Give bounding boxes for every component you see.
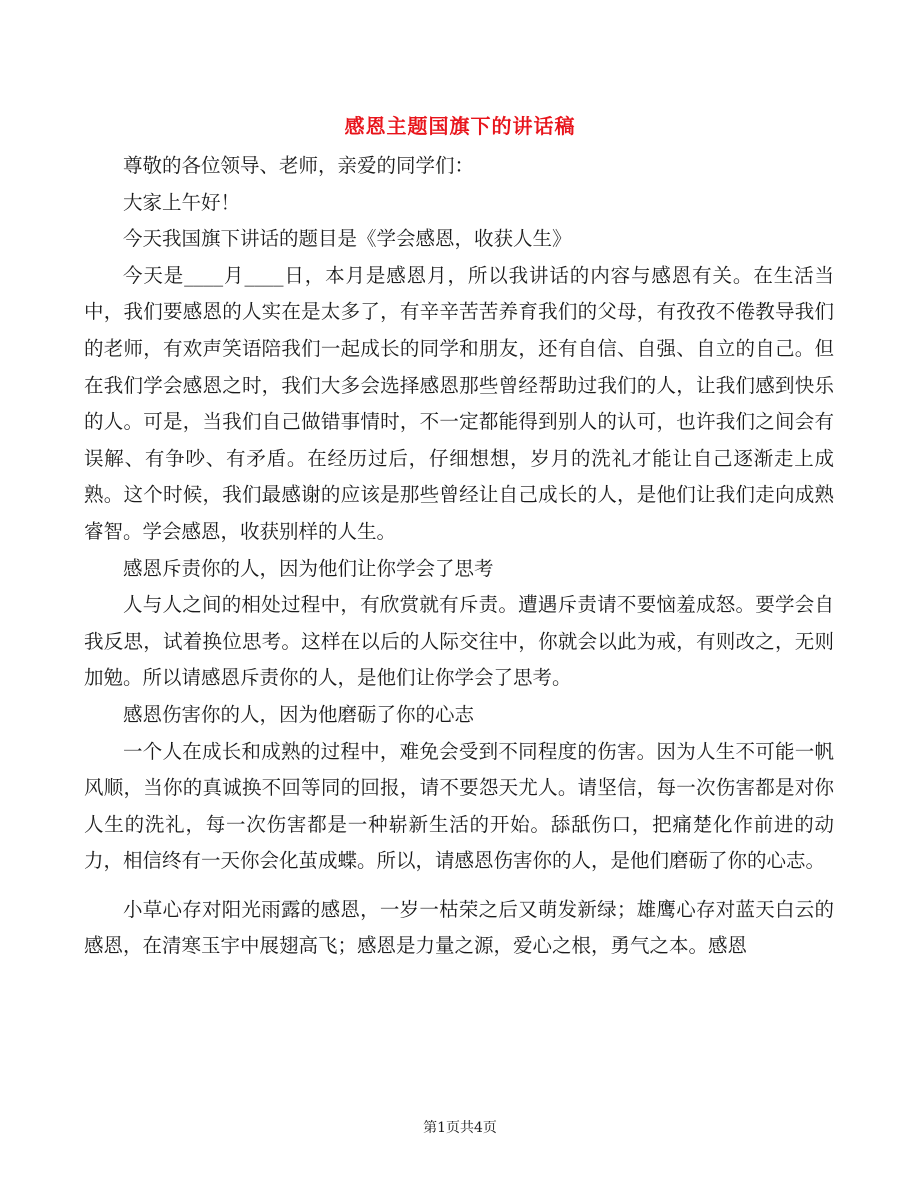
greeting: 大家上午好！: [123, 190, 241, 214]
speech-topic: 今天我国旗下讲话的题目是《学会感恩，收获人生》: [123, 227, 572, 251]
page-indicator: 第1页共4页: [423, 1120, 497, 1136]
section-heading: 感恩斥责你的人，因为他们让你学会了思考: [123, 556, 494, 580]
body-paragraph: 一个人在成长和成熟的过程中，难免会受到不同程度的伤害。因为人生不可能一帆风顺，当你的真诚换不回等同的回报，请不要怨天尤人。请坚信，每一次伤害都是对你人生的洗礼，每一次伤害都是一种崭新生活的开始。舔舐伤口，把痛楚化作前进的动力，相信终有一天你会化茧成蝶。所以，请感恩伤害你的人，是他们磨砺了你的心志。: [84, 739, 834, 873]
body-paragraph: 小草心存对阳光雨露的感恩，一岁一枯荣之后又萌发新绿；雄鹰心存对蓝天白云的感恩，在清寒玉宇中展翅高飞；感恩是力量之源，爱心之根，勇气之本。感恩: [84, 897, 834, 958]
section-heading: 感恩伤害你的人，因为他磨砺了你的心志: [123, 702, 475, 726]
body-paragraph: 今天是____月____日，本月是感恩月，所以我讲话的内容与感恩有关。在生活当中，我们要感恩的人实在是太多了，有辛辛苦苦养育我们的父母，有孜孜不倦教导我们的老师，有欢声笑语陪我们一起成长的同学和朋友，还有自信、自强、自立的自己。但在我们学会感恩之时，我们大多会选择感恩那些曾经帮助过我们的人，让我们感到快乐的人。可是，当我们自己做错事情时，不一定都能得到别人的认可，也许我们之间会有误解、有争吵、有矛盾。在经历过后，仔细想想，岁月的洗礼才能让自己逐渐走上成熟。这个时候，我们最感谢的应该是那些曾经让自己成长的人，是他们让我们走向成熟睿智。学会感恩，收获别样的人生。: [84, 263, 834, 543]
body-paragraph: 人与人之间的相处过程中，有欣赏就有斥责。遭遇斥责请不要恼羞成怒。要学会自我反思，试着换位思考。这样在以后的人际交往中，你就会以此为戒，有则改之，无则加勉。所以请感恩斥责你的人，是他们让你学会了思考。: [84, 593, 834, 690]
document-body: [84, 148, 834, 965]
document-title: 感恩主题国旗下的讲话稿: [344, 114, 576, 138]
salutation: 尊敬的各位领导、老师，亲爱的同学们：: [123, 154, 475, 177]
